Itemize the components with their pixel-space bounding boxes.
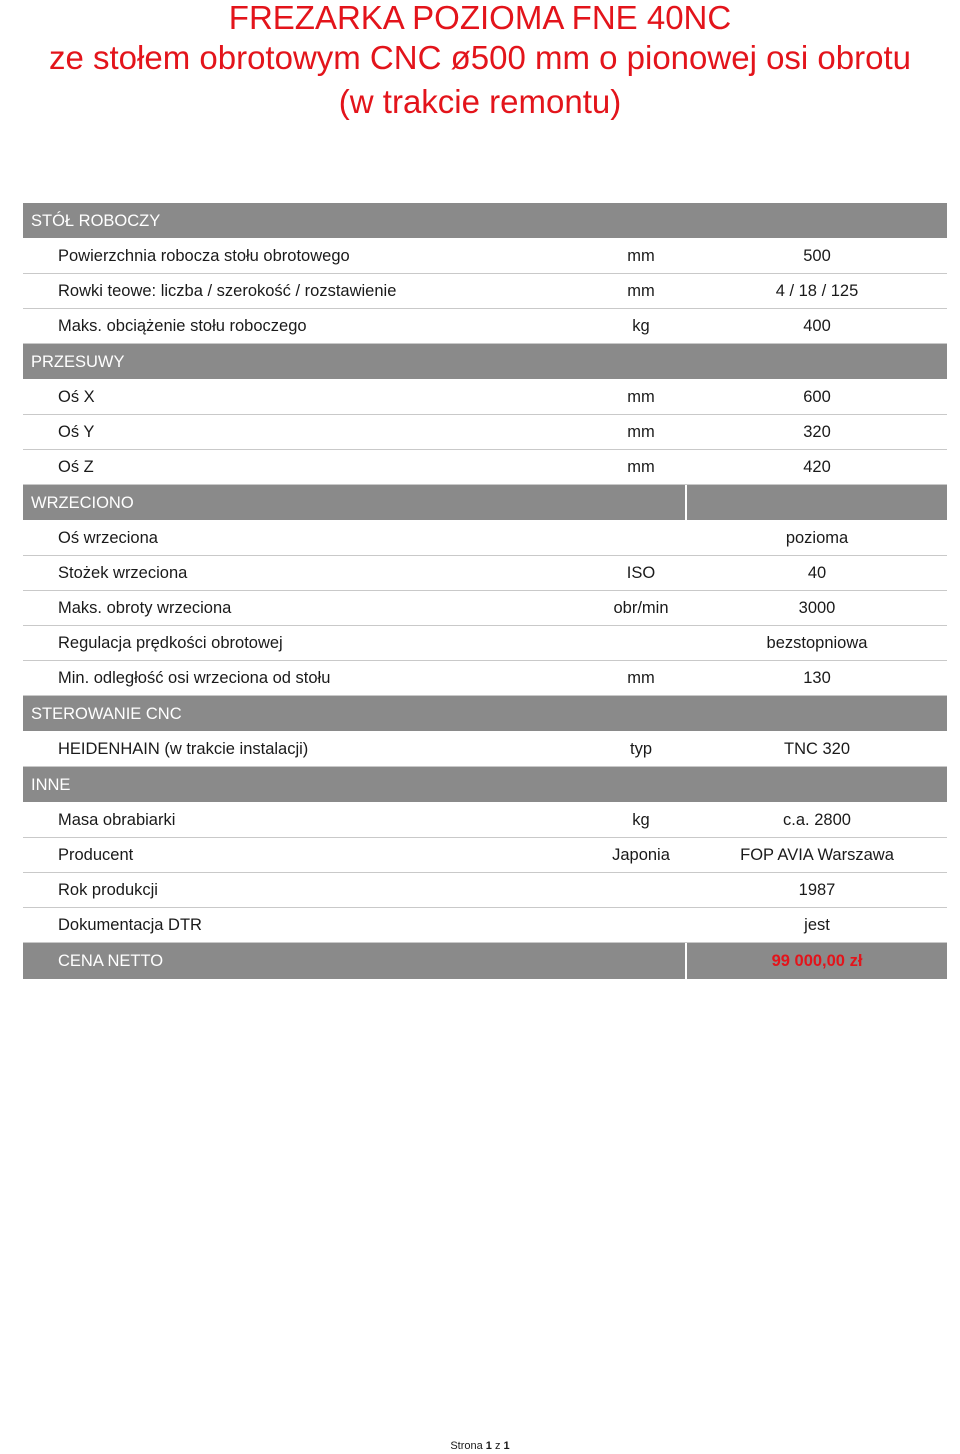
spec-value: bezstopniowa [766, 634, 868, 652]
spec-row [23, 274, 947, 309]
spec-label: Dokumentacja DTR [58, 916, 202, 934]
spec-value: pozioma [785, 529, 849, 547]
spec-label: Oś wrzeciona [58, 529, 158, 547]
section-header [23, 344, 947, 380]
footer-current-page: 1 [485, 1440, 492, 1452]
price-label: CENA NETTO [58, 952, 164, 970]
spec-value: 130 [803, 669, 831, 687]
spec-row [23, 873, 947, 908]
spec-value: 40 [807, 564, 827, 582]
section-divider [685, 485, 687, 520]
spec-value: 400 [803, 317, 831, 335]
spec-row [23, 626, 947, 661]
spec-row [23, 908, 947, 943]
spec-value: 600 [803, 388, 831, 406]
spec-value: 320 [803, 423, 831, 441]
spec-row [23, 415, 947, 450]
spec-unit: typ [629, 740, 652, 758]
section-title: STÓŁ ROBOCZY [31, 212, 161, 230]
spec-label: Powierzchnia robocza stołu obrotowego [58, 247, 350, 265]
section-title: PRZESUWY [31, 353, 125, 371]
spec-unit: obr/min [613, 599, 669, 617]
footer-prefix: Strona [450, 1440, 483, 1452]
spec-label: Maks. obciążenie stołu roboczego [58, 317, 307, 335]
spec-row [23, 838, 947, 873]
spec-row [23, 521, 947, 556]
spec-unit: Japonia [612, 846, 670, 864]
spec-value: c.a. 2800 [783, 811, 851, 829]
spec-label: Producent [58, 846, 134, 864]
spec-label: Oś Y [58, 423, 95, 441]
footer-sep: z [494, 1440, 501, 1452]
spec-value: jest [804, 916, 830, 934]
spec-value: 1987 [798, 881, 836, 899]
spec-label: Rok produkcji [58, 881, 158, 899]
section-header [23, 485, 947, 521]
section-title: WRZECIONO [31, 494, 134, 512]
spec-unit: mm [627, 423, 655, 441]
page-footer [0, 1440, 960, 1452]
title-line-1: FREZARKA POZIOMA FNE 40NC [228, 0, 732, 36]
spec-row [23, 661, 947, 696]
spec-label: Rowki teowe: liczba / szerokość / rozstawienie [58, 282, 397, 300]
spec-label: Maks. obroty wrzeciona [58, 599, 232, 617]
spec-unit: mm [627, 388, 655, 406]
spec-row [23, 803, 947, 838]
spec-row [23, 380, 947, 415]
spec-label: Oś Z [58, 458, 94, 476]
spec-row [23, 450, 947, 485]
title-line-2: ze stołem obrotowym CNC ø500 mm o pionowej osi obrotu [48, 39, 911, 76]
document-title [0, 0, 960, 124]
spec-label: Masa obrabiarki [58, 811, 176, 829]
footer-total-pages: 1 [503, 1440, 510, 1452]
spec-value: TNC 320 [783, 740, 851, 758]
spec-row [23, 239, 947, 274]
spec-unit: mm [627, 458, 655, 476]
spec-unit: kg [632, 811, 650, 829]
spec-label: Oś X [58, 388, 95, 406]
section-header [23, 696, 947, 732]
spec-value: 420 [803, 458, 831, 476]
spec-value: FOP AVIA Warszawa [740, 846, 894, 864]
spec-label: HEIDENHAIN (w trakcie instalacji) [58, 740, 309, 758]
spec-unit: mm [627, 282, 655, 300]
spec-table [23, 203, 947, 979]
spec-value: 4 / 18 / 125 [775, 282, 859, 300]
title-line-3: (w trakcie remontu) [338, 83, 622, 120]
spec-value: 3000 [798, 599, 836, 617]
price-value: 99 000,00 zł [771, 952, 863, 970]
spec-unit: mm [627, 669, 655, 687]
spec-row [23, 591, 947, 626]
spec-row [23, 732, 947, 767]
section-header [23, 767, 947, 803]
price-row [23, 943, 947, 979]
spec-value: 500 [803, 247, 831, 265]
spec-label: Min. odległość osi wrzeciona od stołu [58, 669, 331, 687]
spec-unit: mm [627, 247, 655, 265]
spec-row [23, 556, 947, 591]
spec-unit: kg [632, 317, 650, 335]
spec-row [23, 309, 947, 344]
section-header [23, 203, 947, 239]
spec-unit: ISO [626, 564, 656, 582]
section-title: INNE [31, 776, 71, 794]
spec-label: Stożek wrzeciona [58, 564, 188, 582]
section-title: STEROWANIE CNC [31, 705, 182, 723]
spec-label: Regulacja prędkości obrotowej [58, 634, 283, 652]
